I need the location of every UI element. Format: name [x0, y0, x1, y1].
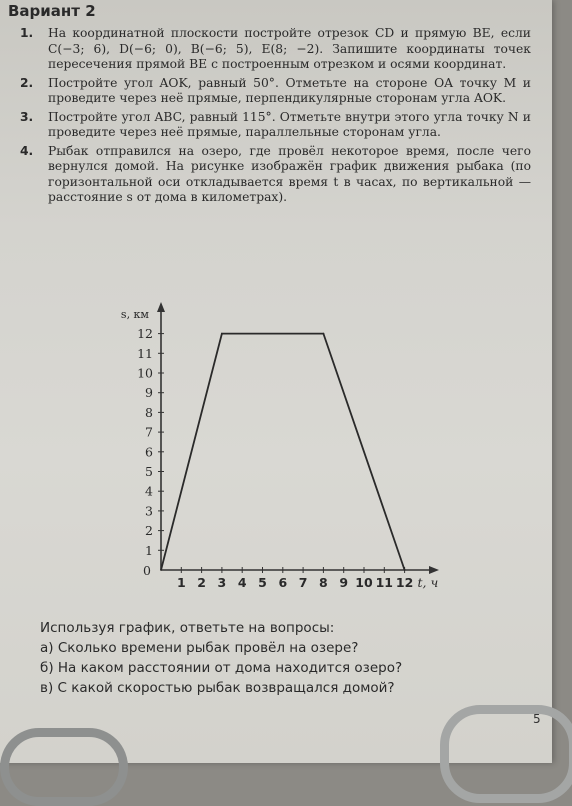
y-tick-label: 1: [145, 542, 153, 558]
task-item: [6, 144, 531, 206]
x-axis-arrow: [429, 566, 439, 574]
y-tick-label: 9: [145, 385, 153, 401]
x-tick-label: 6: [278, 575, 288, 590]
page-number: 5: [533, 712, 541, 726]
x-tick-label: 4: [237, 575, 247, 590]
x-tick-label: 5: [258, 575, 267, 590]
x-tick-label: 1: [176, 575, 186, 590]
x-tick-label: 7: [298, 575, 308, 590]
y-tick-label: 10: [137, 365, 153, 381]
y-tick-label: 5: [145, 464, 153, 479]
x-tick-label: 3: [217, 575, 227, 590]
task-number: 3.: [20, 109, 34, 124]
task-item: [6, 110, 531, 141]
questions-intro: Используя график, ответьте на вопросы:: [40, 620, 335, 636]
x-tick-label: 10: [355, 575, 373, 590]
y-axis-arrow: [157, 302, 165, 312]
data-point: [160, 569, 162, 571]
y-tick-label: 7: [145, 424, 153, 440]
data-point: [221, 333, 223, 335]
y-axis-label: s, км: [120, 307, 149, 321]
x-tick-label: 8: [319, 575, 328, 590]
y-tick-label: 4: [145, 483, 153, 499]
variant-title: Вариант 2: [8, 2, 96, 20]
question-a: а) Сколько времени рыбак провёл на озере?: [40, 640, 359, 656]
task-number: 4.: [20, 143, 34, 158]
binder-ring: [440, 705, 572, 803]
distance-time-chart: [95, 290, 455, 600]
task-list: [6, 26, 531, 209]
binder-ring: [0, 728, 128, 806]
x-tick-label: 12: [395, 575, 414, 590]
question-c: в) С какой скоростью рыбак возвращался домой?: [40, 680, 395, 696]
y-tick-label: 2: [145, 523, 153, 539]
data-point: [404, 569, 406, 571]
task-text: На координатной плоскости постройте отрезок CD и прямую BE, если C(−3; 6), D(−6; 0), B(−6; 5), E(8; −2). Запишите координаты точек пересечения прямой BE с построенным отрезком и осями координат.: [48, 26, 531, 71]
y-tick-label: 6: [145, 444, 153, 460]
task-number: 1.: [20, 26, 34, 40]
x-axis-label: t, ч: [417, 575, 439, 590]
task-text: Рыбак отправился на озеро, где провёл некоторое время, после чего вернулся домой. На рисунке изображён график движения рыбака (по горизонтальной оси откладывается время t в часах, по вертикальной — расстояние s от дома в километрах).: [48, 143, 531, 204]
series-line: [161, 334, 405, 570]
task-item: [6, 26, 531, 73]
question-b: б) На каком расстоянии от дома находится озеро?: [40, 660, 403, 676]
y-tick-label: 3: [145, 503, 153, 519]
task-number: 2.: [20, 75, 34, 90]
task-item: [6, 76, 531, 107]
task-text: Постройте угол AOK, равный 50°. Отметьте на стороне OA точку M и проведите через неё прямые, перпендикулярные сторонам угла AOK.: [48, 75, 531, 105]
y-tick-label: 12: [137, 326, 153, 342]
x-tick-label: 9: [339, 575, 349, 590]
questions-block: [40, 618, 402, 698]
y-tick-label: 8: [145, 404, 153, 420]
origin-label: 0: [143, 563, 151, 578]
data-point: [323, 333, 325, 335]
x-tick-label: 2: [197, 575, 206, 590]
y-tick-label: 11: [137, 345, 153, 361]
x-tick-label: 11: [375, 575, 394, 590]
task-text: Постройте угол ABC, равный 115°. Отметьте внутри этого угла точку N и проведите через неё прямые, параллельные сторонам угла.: [48, 109, 531, 139]
